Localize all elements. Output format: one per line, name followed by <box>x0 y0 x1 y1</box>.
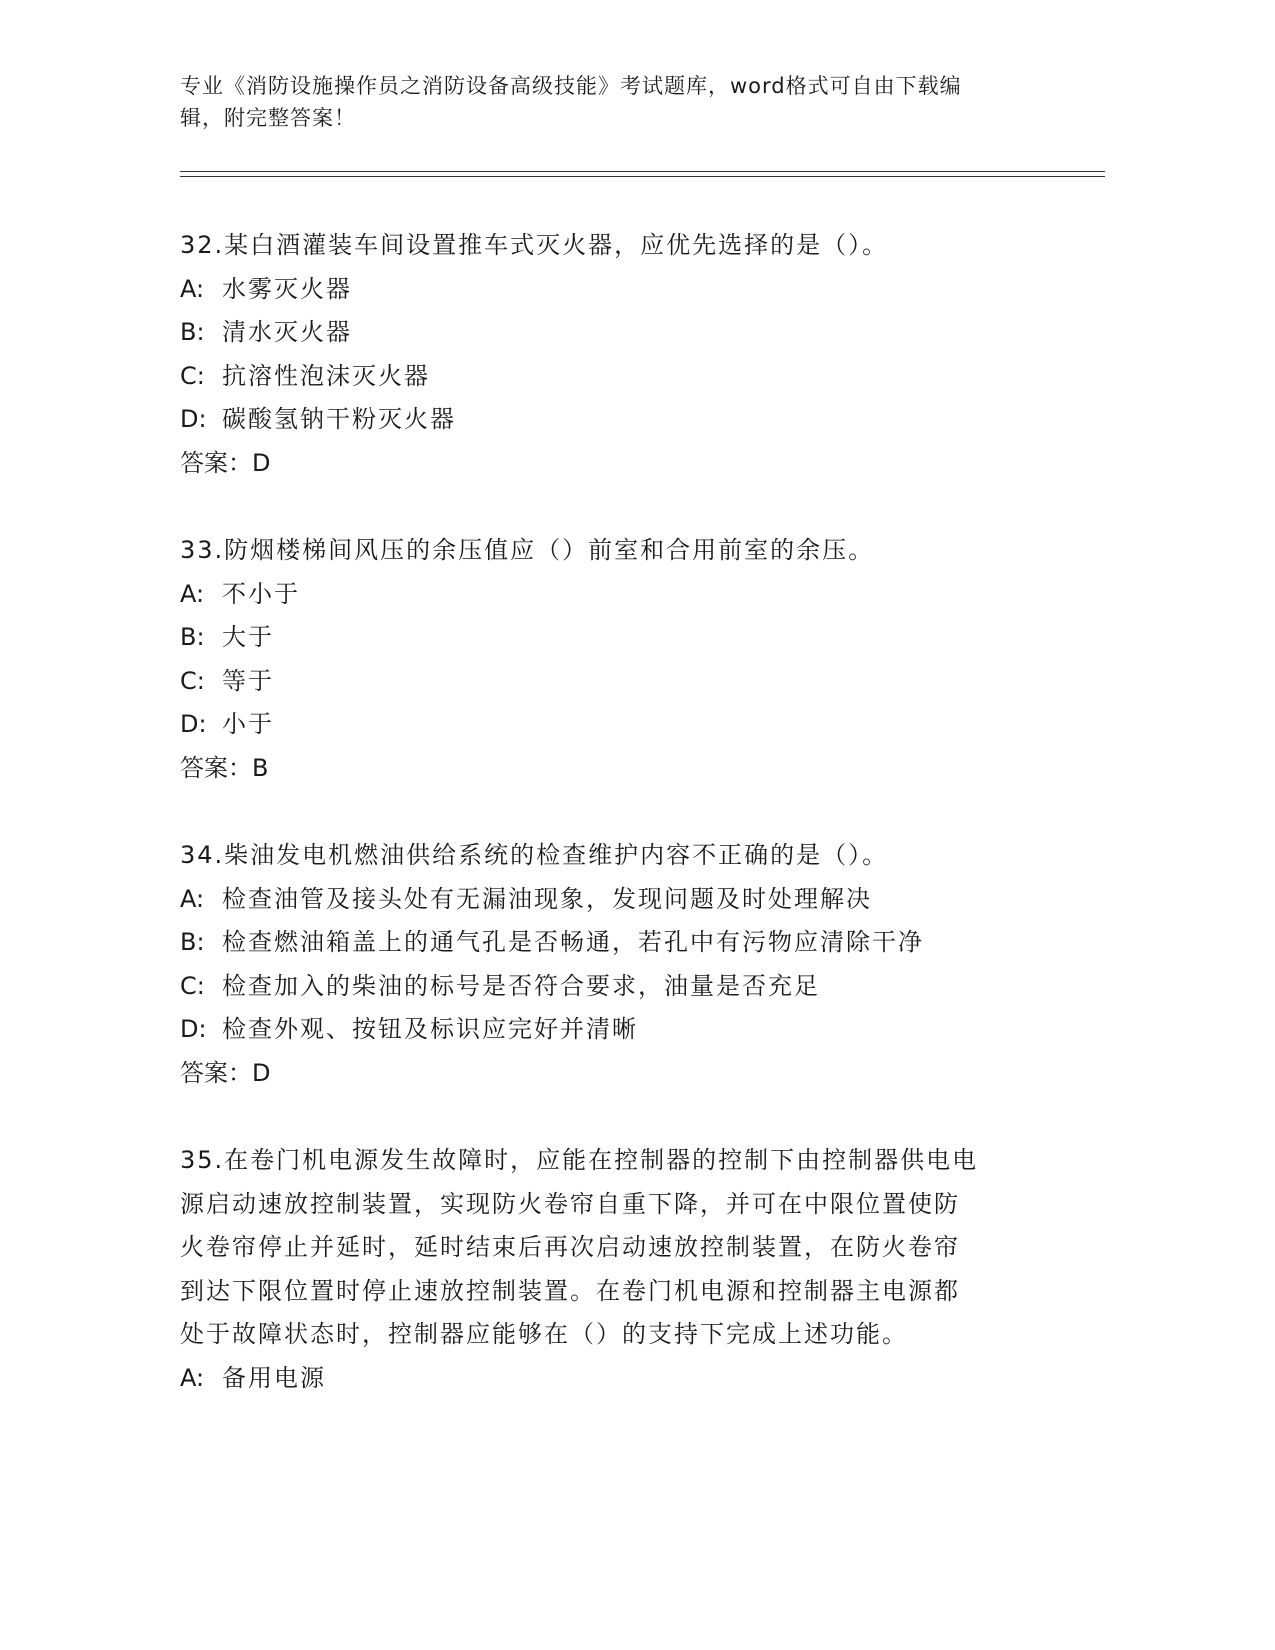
option-label: A: <box>180 884 205 913</box>
stem-line: 35.在卷门机电源发生故障时，应能在控制器的控制下由控制器供电电 <box>180 1146 979 1174</box>
stem-line: 火卷帘停止并延时，延时结束后再次启动速放控制装置，在防火卷帘 <box>180 1233 960 1262</box>
option-text: 碳酸氢钠干粉灭火器 <box>222 405 456 434</box>
option-a <box>180 878 1040 922</box>
option-label: C: <box>180 971 205 1000</box>
question-34 <box>180 834 1040 1096</box>
option-text: 清水灭火器 <box>222 318 352 347</box>
option-text: 大于 <box>222 623 274 652</box>
option-text: 抗溶性泡沫灭火器 <box>222 361 430 390</box>
option-text: 小于 <box>222 710 274 739</box>
option-label: B: <box>180 623 205 652</box>
option-label: D: <box>180 710 207 739</box>
question-32 <box>180 224 1040 486</box>
option-text: 不小于 <box>222 579 300 608</box>
option-label: A: <box>180 1363 205 1392</box>
document-header <box>180 70 1080 134</box>
question-stem <box>180 1139 1040 1357</box>
option-b <box>180 921 1040 965</box>
question-stem: 32.某白酒灌装车间设置推车式灭火器，应优先选择的是（）。 <box>180 231 889 259</box>
question-35 <box>180 1139 1040 1401</box>
option-label: A: <box>180 274 205 303</box>
answer: 答案：D <box>180 1058 271 1087</box>
option-text: 检查油管及接头处有无漏油现象，发现问题及时处理解决 <box>222 884 872 913</box>
header-line-1: 专业《消防设施操作员之消防设备高级技能》考试题库，word格式可自由下载编 <box>180 74 962 98</box>
option-label: D: <box>180 405 207 434</box>
option-text: 检查燃油箱盖上的通气孔是否畅通，若孔中有污物应清除干净 <box>222 928 924 957</box>
option-d <box>180 703 1040 747</box>
question-stem: 33.防烟楼梯间风压的余压值应（）前室和合用前室的余压。 <box>180 536 875 564</box>
option-label: B: <box>180 928 205 957</box>
option-c <box>180 660 1040 704</box>
option-text: 等于 <box>222 666 274 695</box>
header-rule-top <box>180 171 1105 172</box>
option-d <box>180 398 1040 442</box>
header-rule-bottom <box>180 176 1105 177</box>
option-label: C: <box>180 666 205 695</box>
header-line-2: 辑，附完整答案！ <box>180 106 356 130</box>
stem-line: 处于故障状态时，控制器应能够在（）的支持下完成上述功能。 <box>180 1320 908 1349</box>
option-b <box>180 311 1040 355</box>
option-label: A: <box>180 579 205 608</box>
option-label: C: <box>180 361 205 390</box>
option-c <box>180 355 1040 399</box>
option-text: 检查外观、按钮及标识应完好并清晰 <box>222 1015 638 1044</box>
option-text: 检查加入的柴油的标号是否符合要求，油量是否充足 <box>222 971 820 1000</box>
answer: 答案：D <box>180 448 271 477</box>
question-33 <box>180 529 1040 791</box>
option-a <box>180 1357 1040 1401</box>
option-b <box>180 616 1040 660</box>
option-label: D: <box>180 1015 207 1044</box>
option-a <box>180 573 1040 617</box>
stem-line: 源启动速放控制装置，实现防火卷帘自重下降，并可在中限位置使防 <box>180 1189 960 1218</box>
question-stem: 34.柴油发电机燃油供给系统的检查维护内容不正确的是（）。 <box>180 841 889 869</box>
stem-line: 到达下限位置时停止速放控制装置。在卷门机电源和控制器主电源都 <box>180 1276 960 1305</box>
option-text: 备用电源 <box>222 1363 326 1392</box>
answer: 答案：B <box>180 753 269 782</box>
option-c <box>180 965 1040 1009</box>
option-label: B: <box>180 318 205 347</box>
option-d <box>180 1008 1040 1052</box>
option-text: 水雾灭火器 <box>222 274 352 303</box>
option-a <box>180 268 1040 312</box>
